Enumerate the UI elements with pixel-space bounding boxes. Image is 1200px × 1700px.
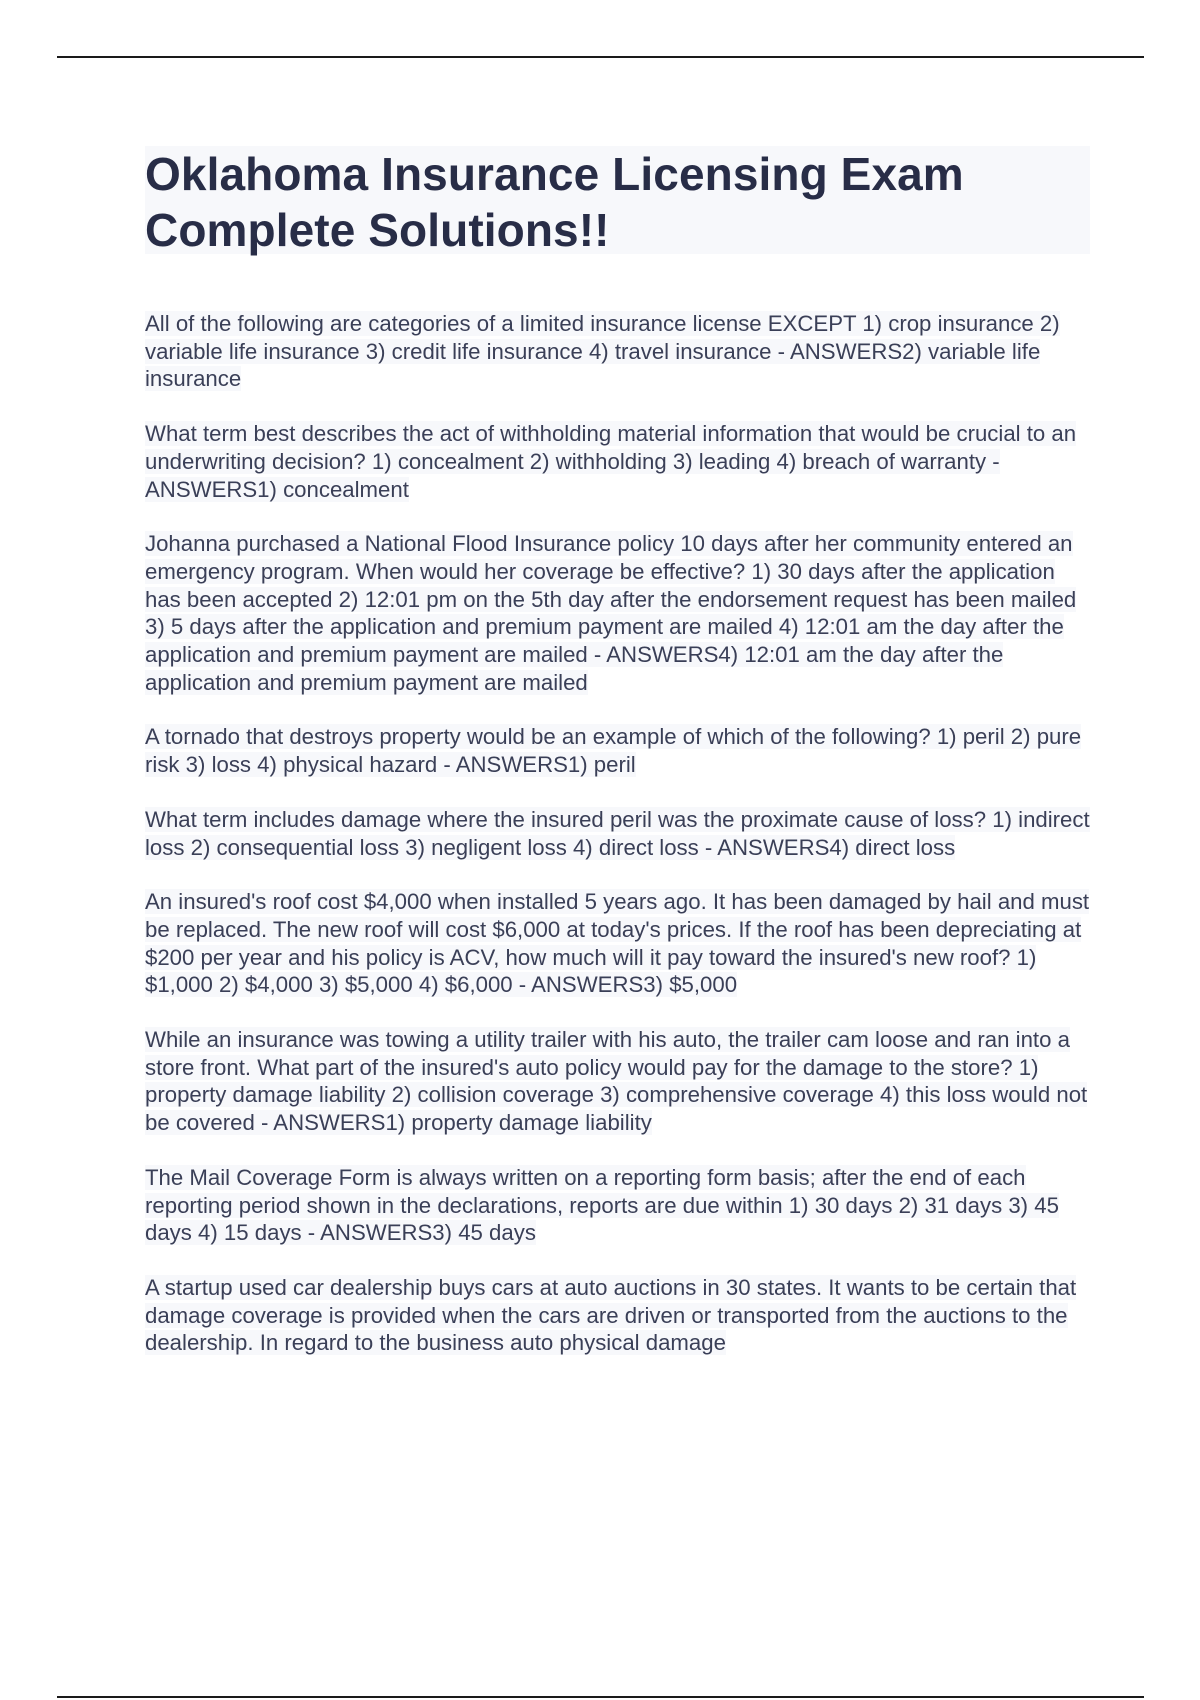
qa-item-5 (145, 806, 1090, 861)
qa-item-4-text: A tornado that destroys property would be an example of which of the following? 1) peril 2) pure risk 3) loss 4) physical hazard - ANSWERS1) peril (145, 724, 1082, 778)
qa-item-3-text: Johanna purchased a National Flood Insurance policy 10 days after her community entered an emergency program. When would her coverage be effective? 1) 30 days after the application has been accepted 2) 12:01 pm on the 5th day after the endorsement request has been mailed 3) 5 days after the application and premium payment are mailed 4) 12:01 am the day after the application and premium payment are mailed - ANSWERS4) 12:01 am the day after the application and premium payment are mailed (145, 531, 1077, 695)
bottom-rule (57, 1696, 1144, 1698)
qa-item-1-text: All of the following are categories of a limited insurance license EXCEPT 1) crop insurance 2) variable life insurance 3) credit life insurance 4) travel insurance - ANSWERS2) variable life insurance (145, 311, 1060, 392)
qa-item-7 (145, 1026, 1090, 1137)
qa-item-6 (145, 888, 1090, 999)
top-rule (57, 56, 1144, 58)
qa-item-2-text: What term best describes the act of withholding material information that would be crucial to an underwriting decision? 1) concealment 2) withholding 3) leading 4) breach of warranty - ANSWERS1) concealment (145, 421, 1077, 502)
qa-item-3 (145, 530, 1090, 696)
qa-item-8-text: The Mail Coverage Form is always written on a reporting form basis; after the end of each reporting period shown in the declarations, reports are due within 1) 30 days 2) 31 days 3) 45 days 4) 15 days - ANSWERS3) 45 days (145, 1164, 1059, 1246)
document-title: Oklahoma Insurance Licensing Exam Complete Solutions!! (145, 148, 964, 256)
title-band (145, 146, 1090, 254)
qa-list (145, 310, 1090, 1357)
qa-item-7-text: While an insurance was towing a utility trailer with his auto, the trailer cam loose and ran into a store front. What part of the insured's auto policy would pay for the damage to the store? 1) property damage liability 2) collision coverage 3) comprehensive coverage 4) this loss would not be covered - ANSWERS1) property damage liability (145, 1027, 1088, 1136)
qa-item-2 (145, 420, 1090, 503)
qa-item-9 (145, 1274, 1090, 1357)
qa-item-6-text: An insured's roof cost $4,000 when installed 5 years ago. It has been damaged by hail and must be replaced. The new roof will cost $6,000 at today's prices. If the roof has been depreciating at $200 per year and his policy is ACV, how much will it pay toward the insured's new roof? 1) $1,000 2) $4,000 3) $5,000 4) $6,000 - ANSWERS3) $5,000 (145, 889, 1090, 998)
qa-item-8 (145, 1164, 1090, 1247)
qa-item-9-text: A startup used car dealership buys cars at auto auctions in 30 states. It wants to be certain that damage coverage is provided when the cars are driven or transported from the auctions to the dealership. In regard to the business auto physical damage (145, 1274, 1077, 1356)
qa-item-4 (145, 723, 1090, 778)
document-body (145, 146, 1090, 1384)
qa-item-1 (145, 310, 1090, 393)
qa-item-5-text: What term includes damage where the insured peril was the proximate cause of loss? 1) indirect loss 2) consequential loss 3) negligent loss 4) direct loss - ANSWERS4) direct loss (145, 806, 1090, 860)
